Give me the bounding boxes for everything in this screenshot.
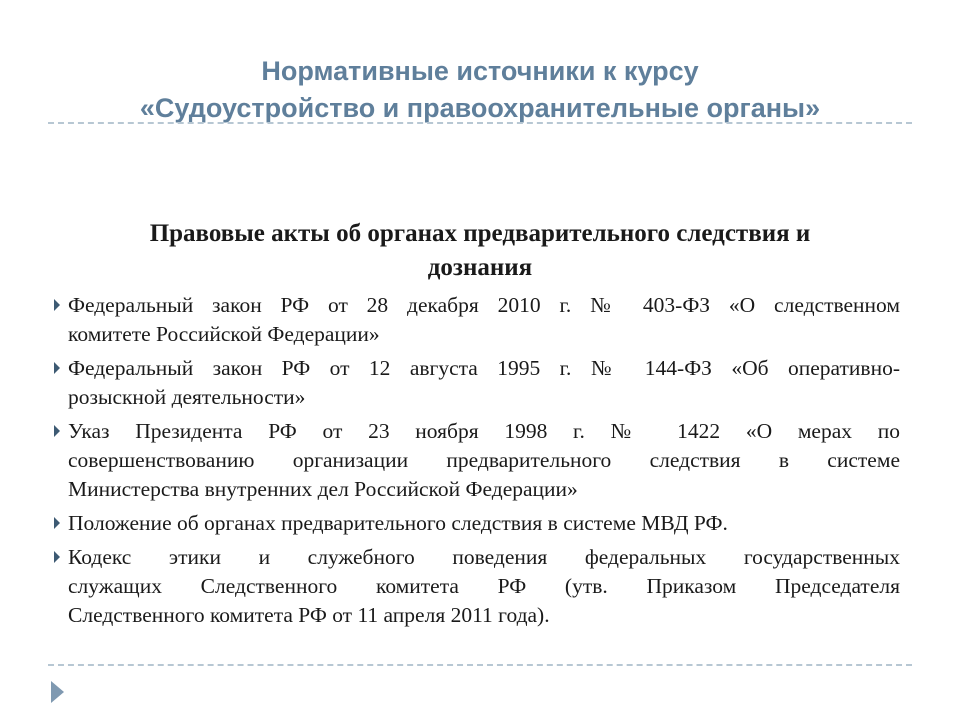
list-item [54, 354, 900, 412]
list-item-line: Указ Президента РФ от 23 ноября 1998 г. № 1422 «О мерах по [68, 419, 900, 443]
list-item-line: служащих Следственного комитета РФ (утв. Приказом Председателя [68, 574, 900, 598]
slide-title-line-1: Нормативные источники к курсу [261, 56, 699, 86]
list-item-line: Министерства внутренних дел Российской Федерации» [68, 477, 578, 501]
list-item [54, 509, 900, 538]
triangle-bullet-icon [54, 299, 60, 311]
list-item-line: Федеральный закон РФ от 28 декабря 2010 г. № 403-ФЗ «О следственном [68, 293, 900, 317]
section-heading [60, 217, 900, 285]
bottom-separator [48, 664, 912, 666]
triangle-bullet-icon [54, 362, 60, 374]
list-item-line: Федеральный закон РФ от 12 августа 1995 г. № 144-ФЗ «Об оперативно- [68, 356, 900, 380]
list-item [54, 417, 900, 504]
list-item-line: розыскной деятельности» [68, 385, 306, 409]
slide-title-line-2: «Судоустройство и правоохранительные органы» [139, 93, 821, 123]
list-item [54, 543, 900, 630]
list-item-line: Кодекс этики и служебного поведения федеральных государственных [68, 545, 900, 569]
list-item [54, 291, 900, 349]
list-item-line: Положение об органах предварительного следствия в системе МВД РФ. [68, 511, 728, 535]
section-heading-line-2: дознания [427, 254, 533, 281]
section-heading-line-1: Правовые акты об органах предварительного следствия и [149, 220, 811, 247]
triangle-bullet-icon [54, 517, 60, 529]
legal-acts-list [54, 291, 900, 635]
slide-title [0, 53, 960, 127]
triangle-bullet-icon [54, 425, 60, 437]
top-separator [48, 122, 912, 124]
list-item-line: комитете Российской Федерации» [68, 322, 380, 346]
triangle-bullet-icon [54, 551, 60, 563]
triangle-arrow-icon [51, 681, 64, 703]
list-item-line: Следственного комитета РФ от 11 апреля 2011 года). [68, 603, 550, 627]
list-item-line: совершенствованию организации предварительного следствия в системе [68, 448, 900, 472]
